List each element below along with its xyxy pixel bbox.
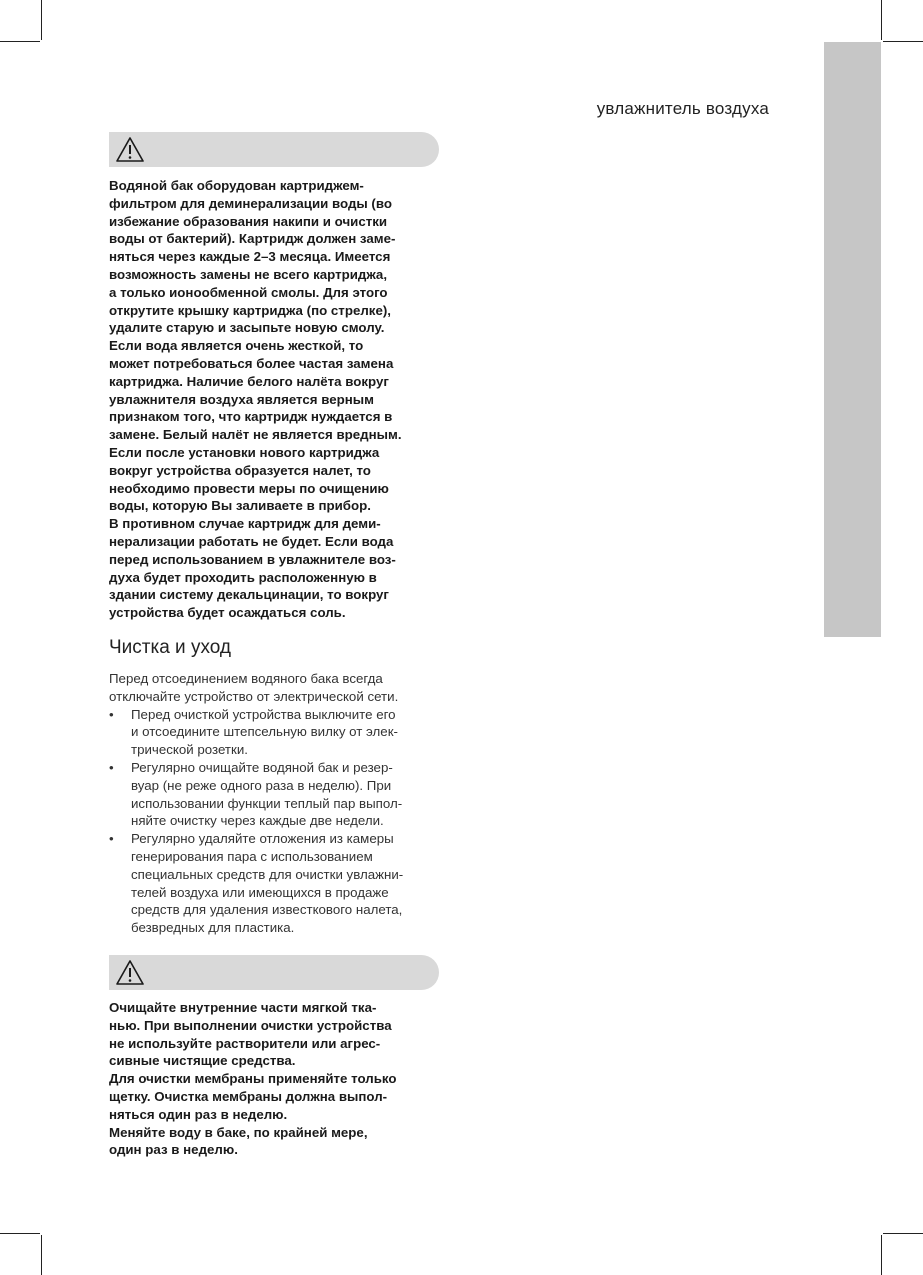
bullet-icon: •: [109, 706, 114, 722]
warning-line: необходимо провести меры по очищению: [109, 480, 389, 496]
warning-line: Если после установки нового картриджа: [109, 444, 380, 460]
bullet-line: специальных средств для очистки увлажни-: [131, 866, 404, 882]
warning-line: сивные чистящие средства.: [109, 1053, 296, 1069]
bullet-line: няйте очистку через каждые две недели.: [131, 813, 384, 829]
list-item: [109, 706, 439, 759]
warning-text-2: [109, 999, 439, 1159]
list-item: [109, 759, 439, 830]
warning-line: няться через каждые 2–3 месяца. Имеется: [109, 249, 391, 265]
warning-line: нью. При выполнении очистки устройства: [109, 1017, 392, 1033]
warning-line: замене. Белый налёт не является вредным.: [109, 427, 402, 443]
warning-line: здании систему декальцинации, то вокруг: [109, 587, 389, 603]
warning-line: Для очистки мембраны применяйте только: [109, 1071, 397, 1087]
crop-mark-bottom-left-v: [41, 1235, 42, 1275]
bullet-line: вуар (не реже одного раза в неделю). При: [131, 777, 392, 793]
intro-line: отключайте устройство от электрической сети.: [109, 688, 399, 704]
warning-line: фильтром для деминерализации воды (во: [109, 195, 392, 211]
warning-text-1: [109, 177, 439, 622]
warning-line: Водяной бак оборудован картриджем-: [109, 178, 364, 193]
bullet-line: Регулярно удаляйте отложения из камеры: [131, 831, 394, 847]
warning-line: может потребоваться более частая замена: [109, 355, 394, 371]
warning-line: няться один раз в неделю.: [109, 1106, 288, 1122]
bullet-line: средств для удаления известкового налета,: [131, 902, 403, 918]
bullet-line: и отсоедините штепсельную вилку от элек-: [131, 724, 398, 740]
warning-line: признаком того, что картридж нуждается в: [109, 409, 393, 425]
bullet-line: Перед очисткой устройства выключите его: [131, 706, 396, 722]
running-title: увлажнитель воздуха: [596, 99, 769, 118]
warning-line: устройства будет осаждаться соль.: [109, 605, 346, 621]
bullet-line: Регулярно очищайте водяной бак и резер-: [131, 759, 393, 775]
warning-line: картриджа. Наличие белого налёта вокруг: [109, 373, 389, 389]
warning-line: вокруг устройства образуется налет, то: [109, 462, 371, 478]
crop-mark-bottom-left-h: [0, 1233, 40, 1234]
crop-mark-top-left-h: [0, 41, 40, 42]
bullet-line: телей воздуха или имеющихся в продаже: [131, 884, 389, 900]
bullet-icon: •: [109, 831, 114, 847]
bullet-line: генерирования пара с использованием: [131, 848, 373, 864]
crop-mark-top-left-v: [41, 0, 42, 40]
crop-mark-top-right-h: [883, 41, 923, 42]
bullet-line: безвредных для пластика.: [131, 920, 295, 936]
warning-bar-1: [109, 132, 439, 167]
cleaning-intro: [109, 670, 439, 706]
bullet-line: трической розетки.: [131, 742, 248, 758]
warning-line: Меняйте воду в баке, по крайней мере,: [109, 1124, 368, 1140]
warning-triangle-icon: [115, 136, 145, 163]
warning-line: Очищайте внутренние части мягкой тка-: [109, 1000, 377, 1015]
warning-line: а только ионообменной смолы. Для этого: [109, 284, 388, 300]
section-title: Чистка и уход: [109, 637, 231, 658]
warning-line: увлажнителя воздуха является верным: [109, 391, 374, 407]
warning-line: удалите старую и засыпьте новую смолу.: [109, 320, 385, 336]
crop-mark-top-right-v: [881, 0, 882, 40]
cleaning-body: [109, 670, 439, 937]
warning-line: не используйте растворители или агрес-: [109, 1035, 381, 1051]
warning-bar-2: [109, 955, 439, 990]
bullet-line: использовании функции теплый пар выпол-: [131, 795, 403, 811]
warning-line: щетку. Очистка мембраны должна выпол-: [109, 1088, 388, 1104]
warning-line: возможность замены не всего картриджа,: [109, 266, 388, 282]
intro-line: Перед отсоединением водяного бака всегда: [109, 671, 383, 686]
cleaning-bullets: [109, 706, 439, 937]
side-tab: [824, 42, 881, 637]
bullet-icon: •: [109, 759, 114, 775]
warning-line: духа будет проходить расположенную в: [109, 569, 377, 585]
warning-line: Если вода является очень жесткой, то: [109, 338, 364, 354]
warning-line: один раз в неделю.: [109, 1142, 238, 1158]
warning-line: воды, которую Вы заливаете в прибор.: [109, 498, 371, 514]
warning-line: В противном случае картридж для деми-: [109, 516, 381, 532]
crop-mark-bottom-right-v: [881, 1235, 882, 1275]
warning-line: избежание образования накипи и очистки: [109, 213, 388, 229]
warning-line: перед использованием в увлажнителе воз-: [109, 551, 396, 567]
list-item: [109, 830, 439, 937]
warning-line: нерализации работать не будет. Если вода: [109, 533, 394, 549]
warning-line: открутите крышку картриджа (по стрелке),: [109, 302, 391, 318]
crop-mark-bottom-right-h: [883, 1233, 923, 1234]
warning-line: воды от бактерий). Картридж должен заме-: [109, 231, 396, 247]
warning-triangle-icon: [115, 959, 145, 986]
